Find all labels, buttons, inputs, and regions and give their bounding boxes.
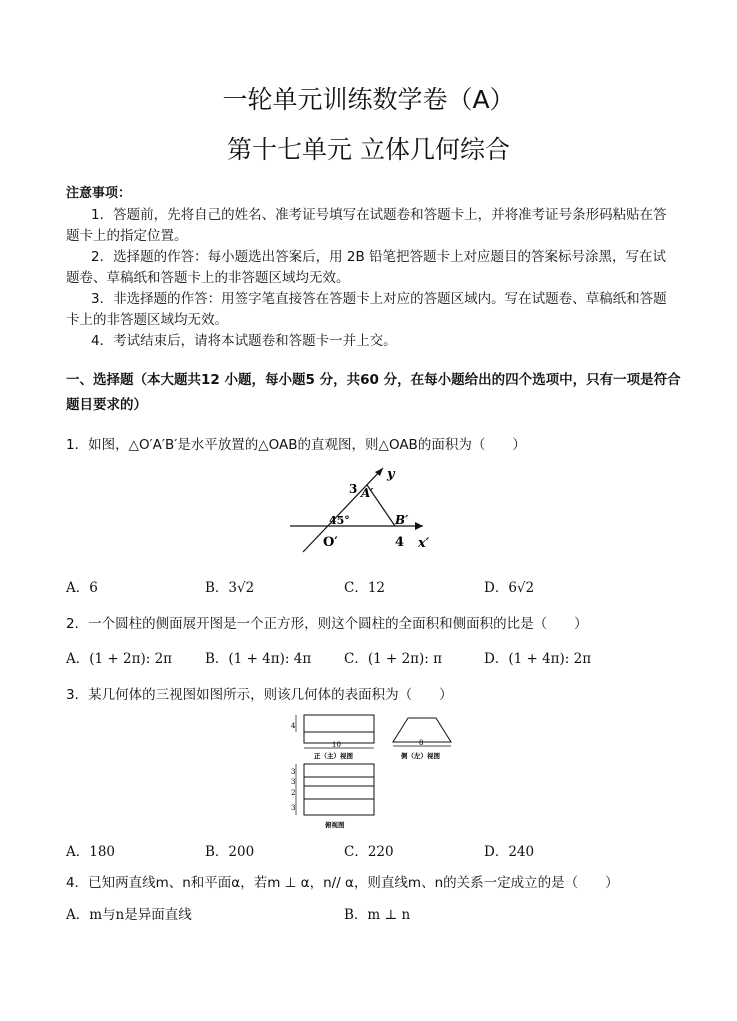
q2-option-c: C．(1 + 2π): π xyxy=(344,651,443,667)
top-dim-2: 2 xyxy=(291,789,296,797)
top-dim-3a: 3 xyxy=(291,768,296,776)
question-1-figure xyxy=(285,462,445,554)
q1-option-d: D．6√2 xyxy=(484,580,535,596)
top-view-label: 俯视图 xyxy=(325,821,345,829)
q3-option-b: B．200 xyxy=(205,844,255,860)
fig-a-label: A′ xyxy=(361,486,374,500)
q1-option-a: A．6 xyxy=(66,580,98,596)
notice-heading: 注意事项： xyxy=(66,186,132,201)
q1-option-c: C．12 xyxy=(344,580,386,596)
q3-option-c: C．220 xyxy=(344,844,394,860)
front-dim-4: 4 xyxy=(291,722,296,730)
question-3-stem: 3．某几何体的三视图如图所示，则该几何体的表面积为（ ） xyxy=(66,687,453,703)
notice-item-4: 4．考试结束后，请将本试题卷和答题卡一并上交。 xyxy=(91,333,397,349)
question-4-stem: 4．已知两直线m、n和平面α，若m ⊥ α，n// α，则直线m、n的关系一定成立的是（ ） xyxy=(66,875,619,891)
q2-option-b: B．(1 + 4π): 4π xyxy=(205,651,312,667)
side-view xyxy=(393,718,451,760)
side-view-label: 侧（左）视图 xyxy=(401,752,440,760)
q3-option-d: D．240 xyxy=(484,844,535,860)
fig-angle-label: 45° xyxy=(329,514,350,527)
top-dim-3c: 3 xyxy=(291,804,296,812)
front-view xyxy=(291,715,374,760)
q2-option-a: A．(1 + 2π): 2π xyxy=(66,651,173,667)
notice-item-2: 2．选择题的作答：每小题选出答案后，用 2B 铅笔把答题卡上对应题目的答案标号涂黑，写在试题卷、草稿纸和答题卡上的非答题区域均无效。 xyxy=(66,249,667,286)
q1-option-b: B．3√2 xyxy=(205,580,255,596)
front-view-label: 正（主）视图 xyxy=(314,752,353,760)
section-heading: 一、选择题（本大题共12 小题，每小题5 分，共60 分，在每小题给出的四个选项中，只有一项是符合题目要求的） xyxy=(66,372,681,413)
fig-y-label: y xyxy=(387,467,395,482)
unit-title: 第十七单元 立体几何综合 xyxy=(227,135,510,164)
front-dim-10: 10 xyxy=(332,741,341,749)
top-view xyxy=(291,764,374,829)
question-3-three-view-figure xyxy=(288,710,478,834)
q4-option-a: A．m与n是异面直线 xyxy=(66,907,192,923)
q2-option-d: D．(1 + 4π): 2π xyxy=(484,651,592,667)
q3-option-a: A．180 xyxy=(66,844,116,860)
fig-b-label: B′ xyxy=(395,513,409,527)
notice-item-1: 1．答题前，先将自己的姓名、准考证号填写在试题卷和答题卡上，并将准考证号条形码粘贴在答题卡上的指定位置。 xyxy=(66,207,667,244)
fig-x-label: x′ xyxy=(418,536,430,551)
question-2-stem: 2．一个圆柱的侧面展开图是一个正方形，则这个圆柱的全面积和侧面积的比是（ ） xyxy=(66,616,588,632)
q4-option-b: B．m ⊥ n xyxy=(344,907,411,923)
fig-3-label: 3 xyxy=(349,482,358,496)
side-dim-8: 8 xyxy=(419,739,424,747)
fig-4-label: 4 xyxy=(395,535,405,550)
page-title: 一轮单元训练数学卷（A） xyxy=(222,85,515,114)
top-dim-3b: 3 xyxy=(291,778,296,786)
fig-o-label: O′ xyxy=(323,535,338,550)
question-1-stem: 1．如图，△O′A′B′是水平放置的△OAB的直观图，则△OAB的面积为（ ） xyxy=(66,437,526,453)
notice-item-3: 3．非选择题的作答：用签字笔直接答在答题卡上对应的答题区域内。写在试题卷、草稿纸和答题卡上的非答题区域均无效。 xyxy=(66,291,667,328)
